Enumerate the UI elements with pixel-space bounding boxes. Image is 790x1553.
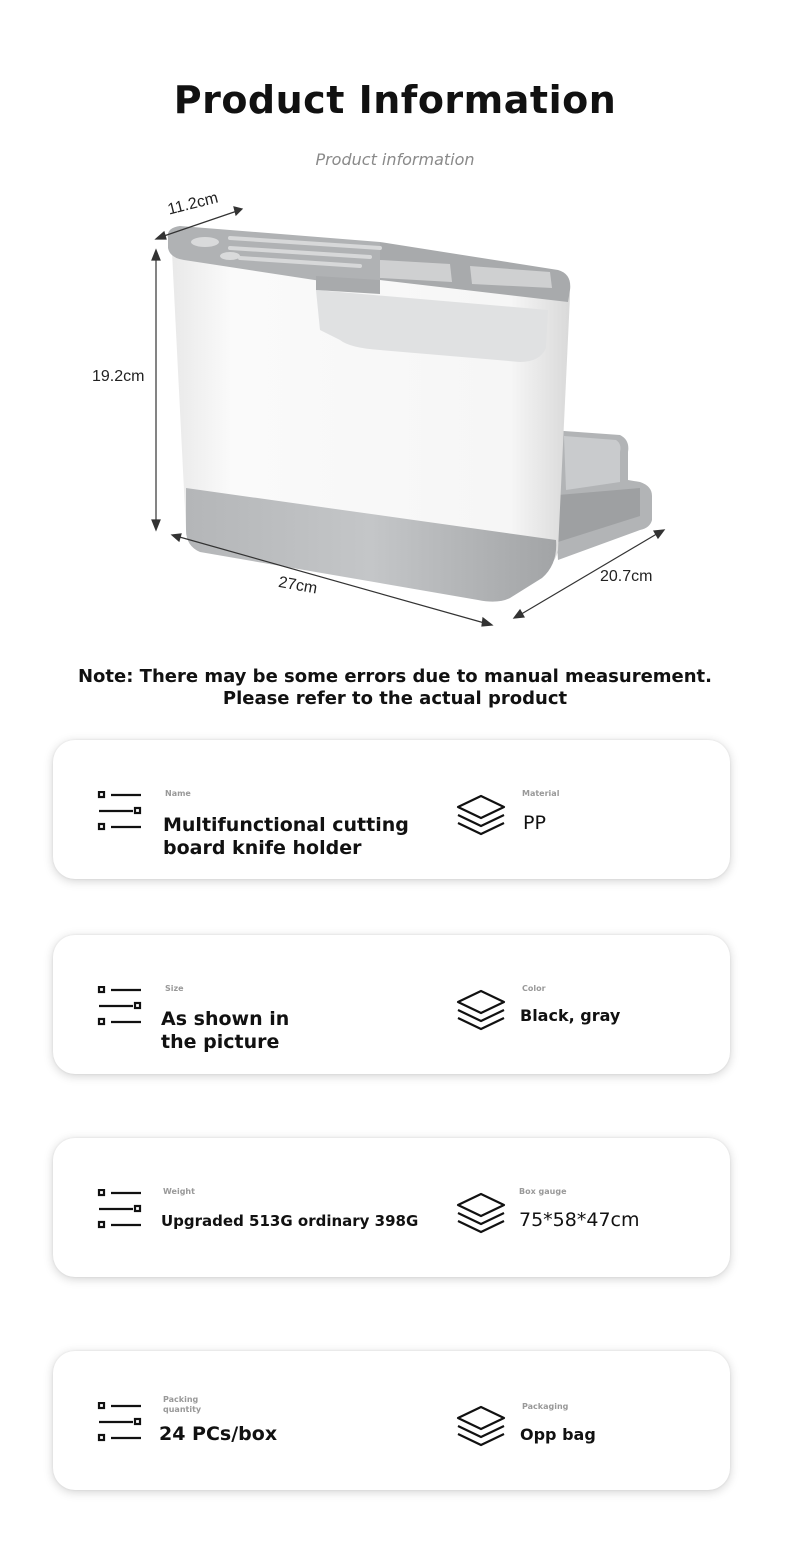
box-gauge-value: 75*58*47cm bbox=[519, 1209, 640, 1231]
list-icon bbox=[97, 986, 143, 1026]
material-value: PP bbox=[523, 812, 546, 834]
product-diagram bbox=[80, 190, 720, 640]
material-label: Material bbox=[522, 789, 560, 798]
layers-icon bbox=[455, 989, 507, 1033]
width-dimension: 20.7cm bbox=[600, 568, 653, 585]
depth-dimension: 11.2cm bbox=[166, 189, 220, 219]
length-dimension: 27cm bbox=[277, 574, 319, 598]
layers-icon bbox=[455, 794, 507, 838]
list-icon bbox=[97, 1189, 143, 1229]
weight-value: Upgraded 513G ordinary 398G bbox=[161, 1212, 419, 1230]
page-title: Product Information bbox=[173, 78, 617, 122]
info-card-packing bbox=[53, 1351, 730, 1490]
size-value: As shown in the picture bbox=[161, 1008, 290, 1053]
layers-icon bbox=[455, 1405, 507, 1449]
color-label: Color bbox=[522, 984, 546, 993]
size-label: Size bbox=[165, 984, 184, 993]
list-icon bbox=[97, 791, 143, 831]
info-card-size-color bbox=[53, 935, 730, 1074]
page-subtitle: Product information bbox=[315, 150, 475, 169]
name-value: Multifunctional cutting board knife holder bbox=[163, 814, 409, 859]
measurement-note: Note: There may be some errors due to manual measurement. Please refer to the actual product bbox=[77, 666, 713, 709]
packing-quantity-label: Packing quantity bbox=[163, 1395, 202, 1414]
color-value: Black, gray bbox=[520, 1006, 621, 1025]
height-dimension: 19.2cm bbox=[92, 368, 145, 385]
packaging-label: Packaging bbox=[522, 1402, 569, 1411]
list-icon bbox=[97, 1402, 143, 1442]
weight-label: Weight bbox=[163, 1187, 195, 1196]
packaging-value: Opp bag bbox=[520, 1425, 596, 1444]
packing-quantity-value: 24 PCs/box bbox=[159, 1423, 278, 1445]
box-gauge-label: Box gauge bbox=[519, 1187, 567, 1196]
info-card-name-material bbox=[53, 740, 730, 879]
info-card-weight-box bbox=[53, 1138, 730, 1277]
name-label: Name bbox=[165, 789, 191, 798]
layers-icon bbox=[455, 1192, 507, 1236]
